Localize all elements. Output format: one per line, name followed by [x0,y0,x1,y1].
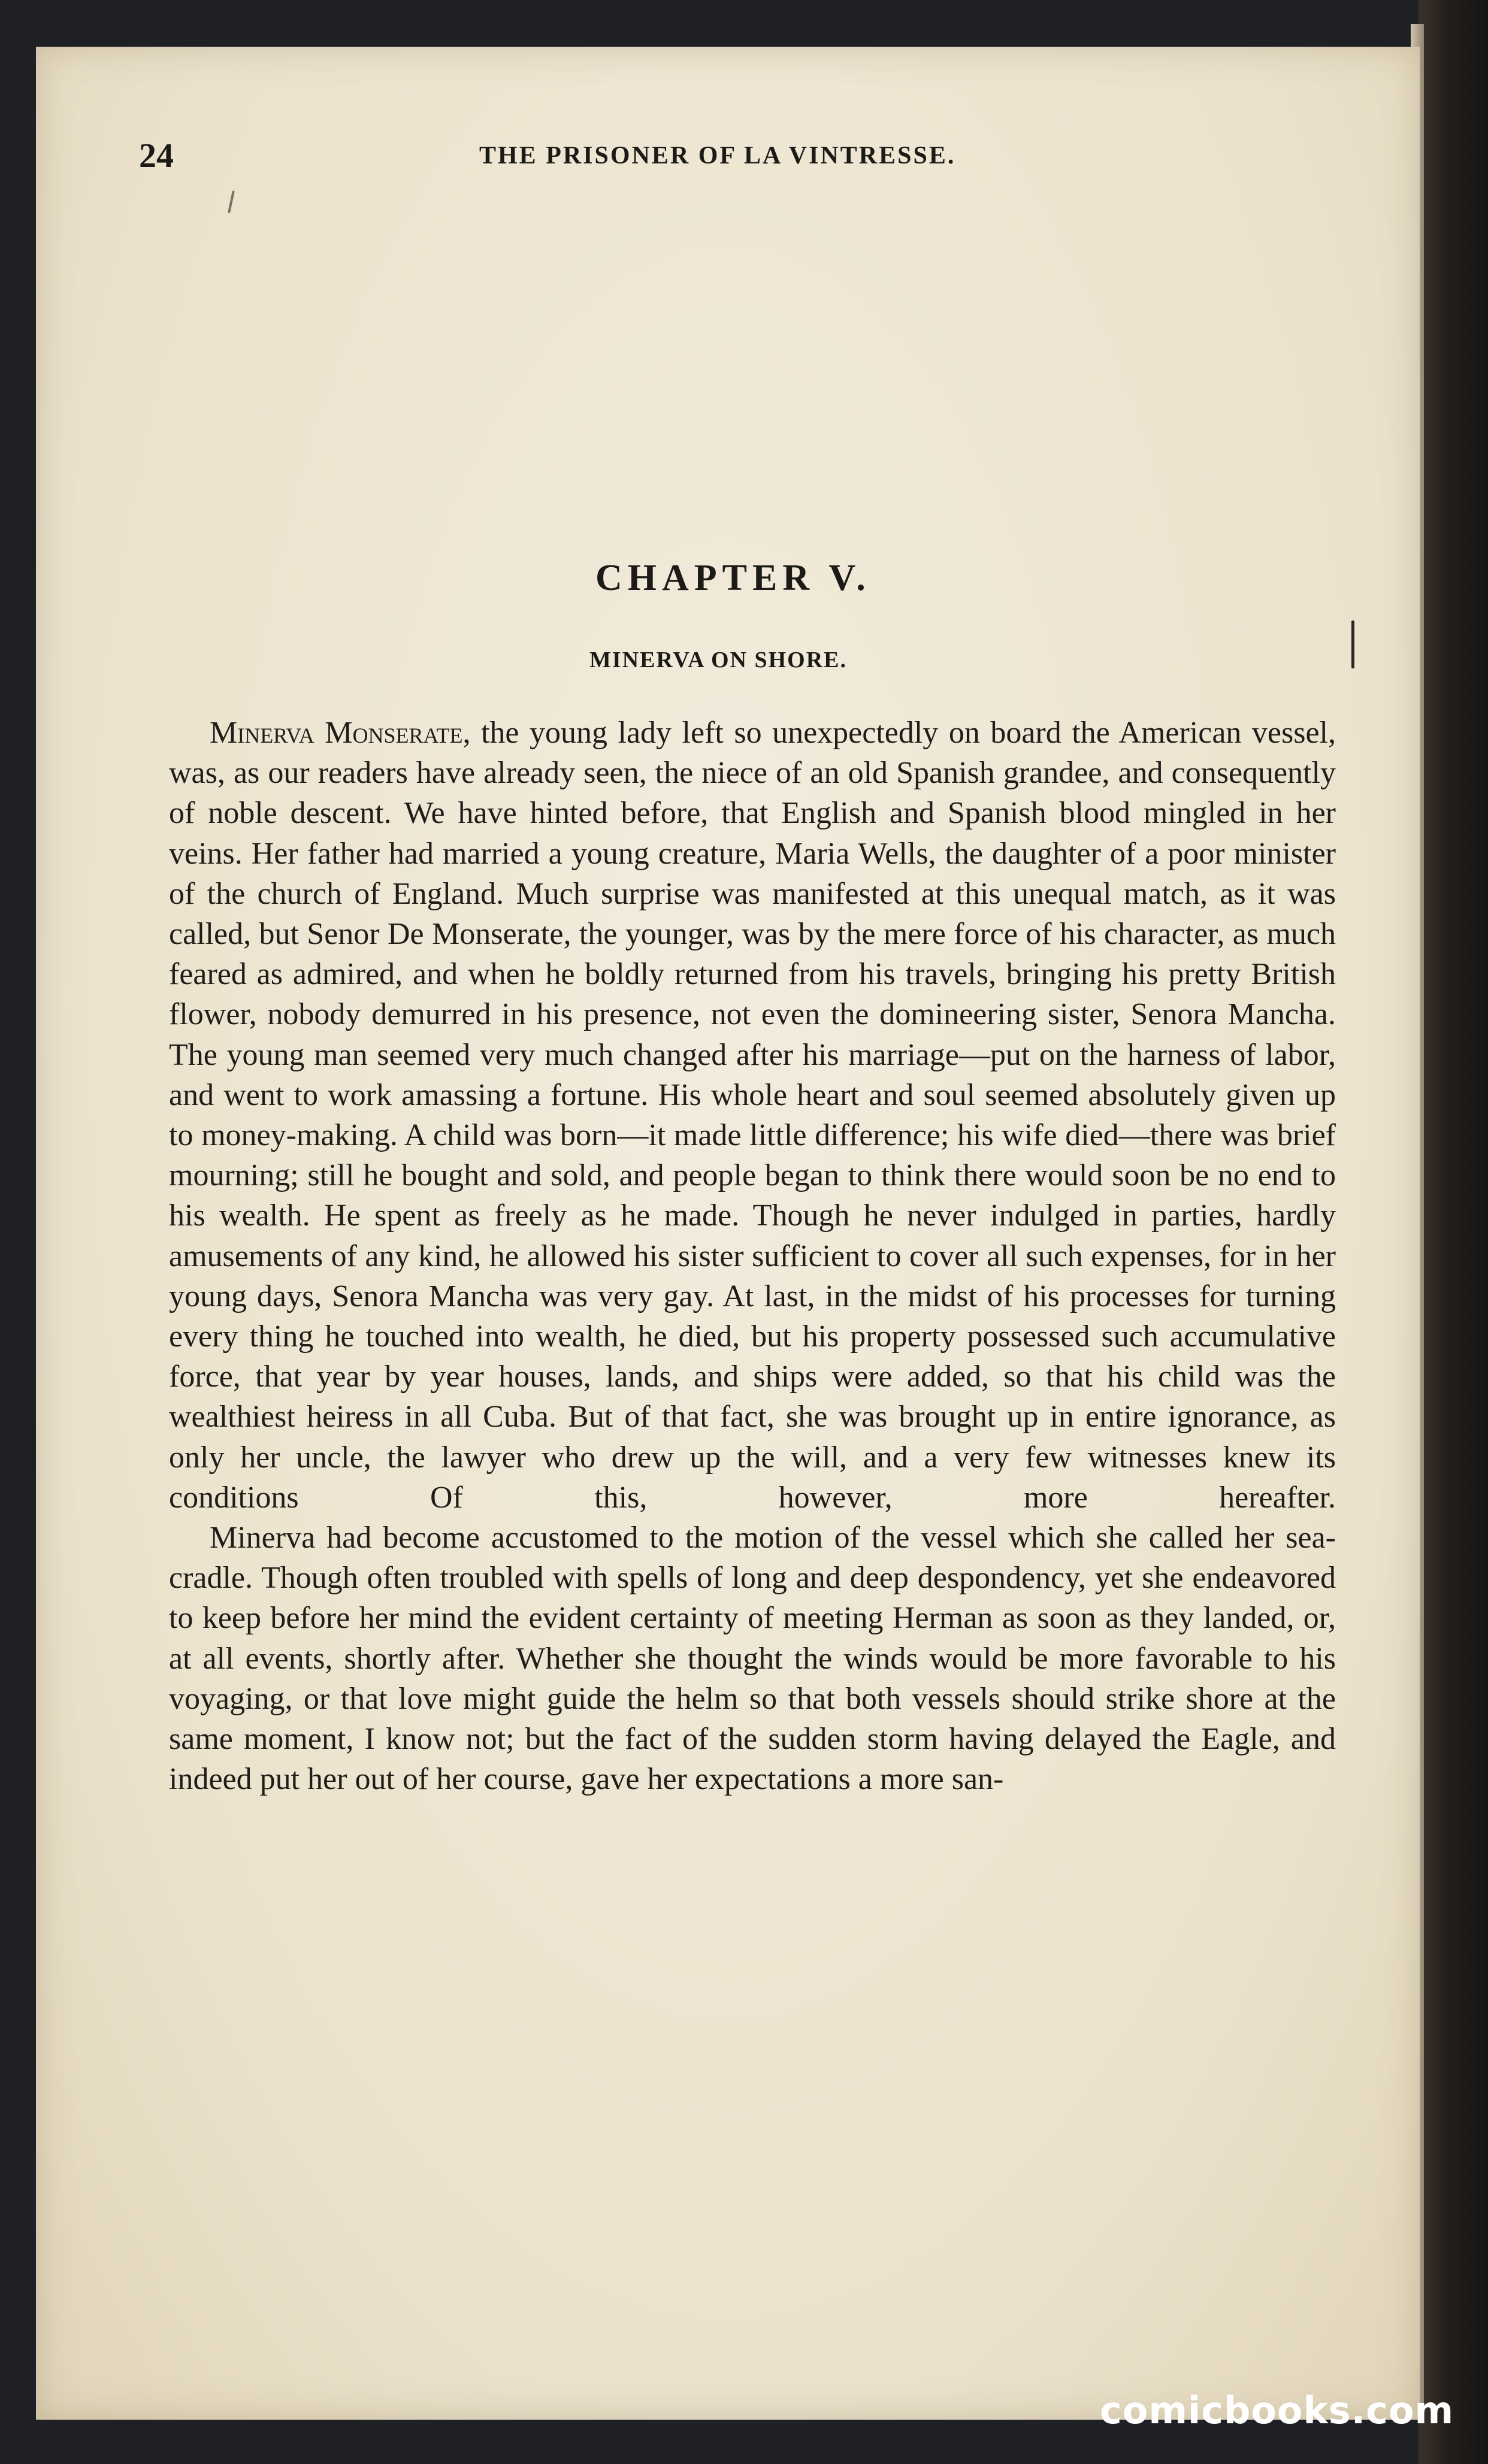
paragraph-1 [169,713,1336,1518]
body-text [169,713,1336,1799]
watermark: comicbooks.com [1100,2389,1454,2432]
book-spine [1419,0,1488,2464]
running-head: THE PRISONER OF LA VINTRESSE. [479,142,956,169]
page-number: 24 [139,136,174,175]
margin-mark [1351,620,1354,668]
paragraph-text: the young lady left so unexpectedly on board the American vessel, was, as our readers have already seen, the niece of an old Spanish grandee, and consequently of noble descent. We have hinted before, that English and Spanish blood mingled in her veins. Her father had married a young creature, Maria Wells, the daughter of a poor minister of the church of England. Much surprise was manifested at this unequal match, as it was called, but Senor De Monserate, the younger, was by the mere force of his character, as much feared as admired, and when he boldly returned from his travels, bringing his pretty British flower, nobody demurred in his presence, not even the domineering sister, Senora Mancha. The young man seemed very much changed after his marriage—put on the harness of labor, and went to work amassing a fortune. His whole heart and soul seemed absolutely given up to money-making. A child was born—it made little difference; his wife died—there was brief mourning; still he bought and sold, and people began to think there would soon be no end to his wealth. He spent as freely as he made. Though he never indulged in parties, hardly amusements of any kind, he allowed his sister sufficient to cover all such expenses, for in her young days, Senora Mancha was very gay. At last, in the midst of his processes for turning every thing he touched into wealth, he died, but his property possessed such accumulative force, that year by year houses, lands, and ships were added, so that his child was the wealthiest heiress in all Cuba. But of that fact, she was brought up in entire ignorance, as only her uncle, the lawyer who drew up the will, and a very few witnesses knew its conditions Of this, however, more hereafter. [169,716,1336,1515]
paragraph-text: Minerva had become accustomed to the motion of the vessel which she called her sea-cradle. Though often troubled with spells of long and deep despondency, yet she endeavored to keep before her mind the evident certainty of meeting Herman as soon as they landed, or, at all events, shortly after. Whether she thought the winds would be more favorable to his voyaging, or that love might guide the helm so that both vessels should strike shore at the same moment, I know not; but the fact of the sudden storm having delayed the Eagle, and indeed put her out of her course, gave her expectations a more san- [169,1521,1336,1797]
chapter-title: CHAPTER V. [595,558,871,598]
chapter-subtitle: MINERVA ON SHORE. [589,647,847,673]
paragraph-2 [169,1518,1336,1799]
paragraph-lead: Minerva Monserate, [210,716,481,750]
